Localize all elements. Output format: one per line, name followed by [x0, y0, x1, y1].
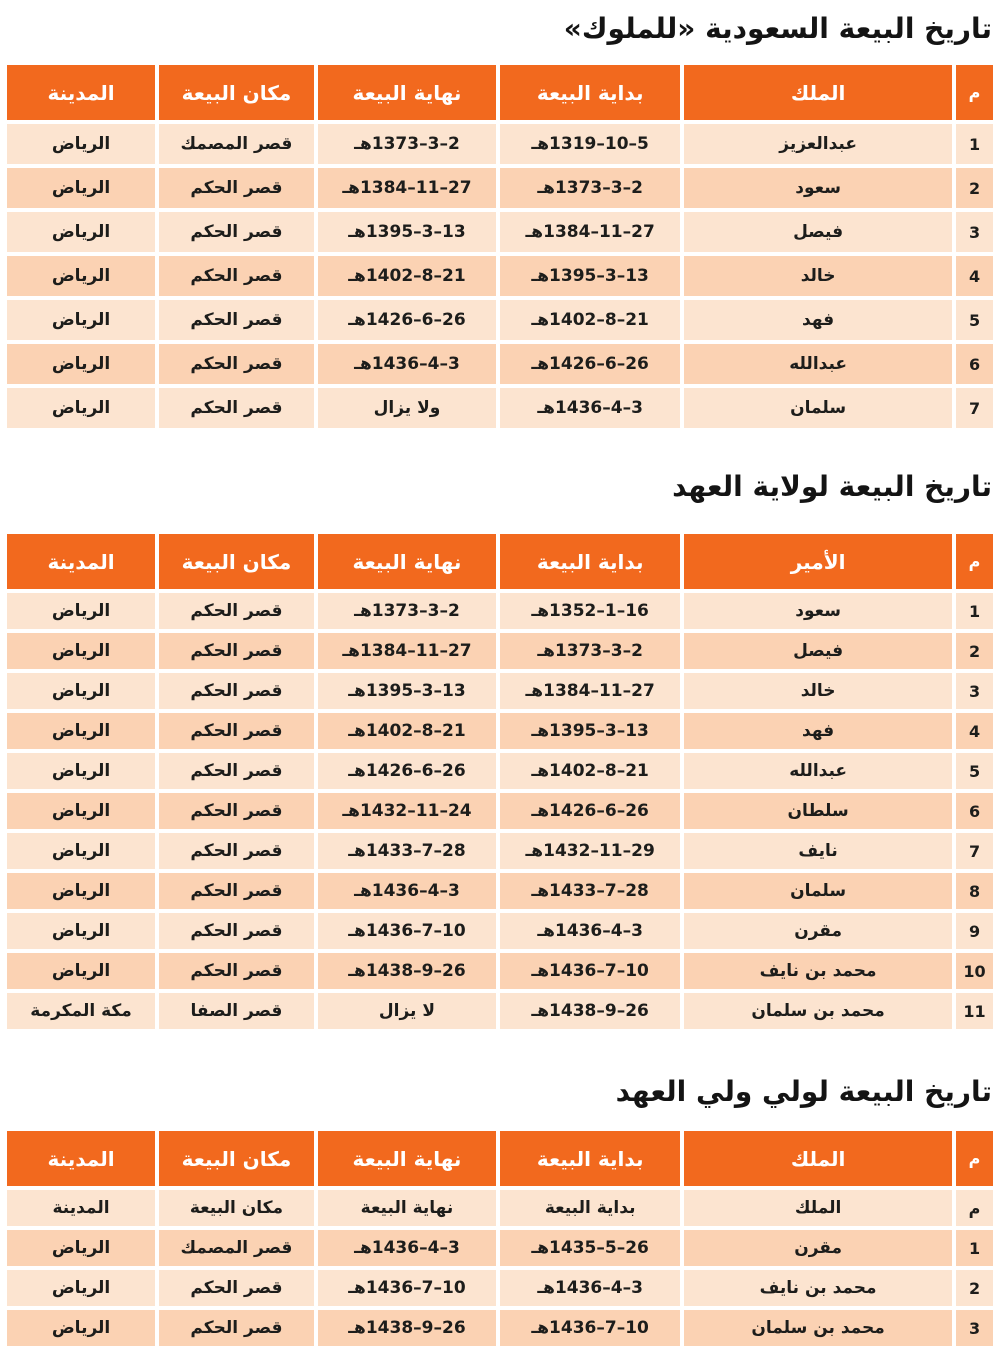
crown-princes-table	[7, 534, 993, 1029]
cell-start-date: 26–6–1426هـ	[500, 344, 680, 384]
cell-city: مكة المكرمة	[7, 993, 155, 1029]
cell-name: عبدالله	[684, 753, 952, 789]
cell-place: قصر الحكم	[159, 388, 314, 428]
column-header-end-date: نهاية البيعة	[318, 1131, 496, 1186]
cell-city: الرياض	[7, 593, 155, 629]
deputy-crown-princes-table-title: تاريخ البيعة لولي ولي العهد	[615, 1075, 992, 1108]
cell-place: قصر الصفا	[159, 993, 314, 1029]
cell-start-date: بداية البيعة	[500, 1190, 680, 1226]
cell-city: المدينة	[7, 1190, 155, 1226]
cell-name: خالد	[684, 673, 952, 709]
cell-start-date: 21–8–1402هـ	[500, 753, 680, 789]
cell-city: الرياض	[7, 256, 155, 296]
cell-place: قصر الحكم	[159, 713, 314, 749]
cell-start-date: 28–7–1433هـ	[500, 873, 680, 909]
cell-city: الرياض	[7, 913, 155, 949]
cell-city: الرياض	[7, 212, 155, 252]
cell-end-date: 13–3–1395هـ	[318, 212, 496, 252]
cell-start-date: 29–11–1432هـ	[500, 833, 680, 869]
column-header-city: المدينة	[7, 1131, 155, 1186]
cell-city: الرياض	[7, 388, 155, 428]
cell-city: الرياض	[7, 344, 155, 384]
cell-name: فهد	[684, 300, 952, 340]
cell-name: عبدالله	[684, 344, 952, 384]
cell-seq: 5	[956, 300, 993, 340]
cell-place: قصر الحكم	[159, 833, 314, 869]
cell-place: قصر الحكم	[159, 300, 314, 340]
cell-name: سلمان	[684, 873, 952, 909]
cell-start-date: 10–7–1436هـ	[500, 1310, 680, 1346]
cell-place: قصر الحكم	[159, 873, 314, 909]
cell-place: قصر الحكم	[159, 593, 314, 629]
column-header-name: الملك	[684, 65, 952, 120]
cell-place: قصر الحكم	[159, 793, 314, 829]
deputy-crown-princes-table	[7, 1131, 993, 1346]
cell-end-date: لا يزال	[318, 993, 496, 1029]
cell-start-date: 27–11–1384هـ	[500, 673, 680, 709]
cell-seq: 3	[956, 1310, 993, 1346]
column-header-end-date: نهاية البيعة	[318, 65, 496, 120]
cell-name: مقرن	[684, 913, 952, 949]
cell-place: قصر الحكم	[159, 753, 314, 789]
cell-end-date: 26–9–1438هـ	[318, 1310, 496, 1346]
cell-start-date: 26–9–1438هـ	[500, 993, 680, 1029]
cell-seq: 11	[956, 993, 993, 1029]
cell-end-date: 3–4–1436هـ	[318, 344, 496, 384]
cell-seq: 2	[956, 633, 993, 669]
cell-place: قصر الحكم	[159, 913, 314, 949]
cell-place: قصر الحكم	[159, 1270, 314, 1306]
cell-place: مكان البيعة	[159, 1190, 314, 1226]
cell-place: قصر المصمك	[159, 1230, 314, 1266]
cell-city: الرياض	[7, 168, 155, 208]
cell-end-date: 26–6–1426هـ	[318, 300, 496, 340]
cell-end-date: 3–4–1436هـ	[318, 1230, 496, 1266]
cell-end-date: ولا يزال	[318, 388, 496, 428]
cell-city: الرياض	[7, 673, 155, 709]
cell-name: سلمان	[684, 388, 952, 428]
cell-end-date: نهاية البيعة	[318, 1190, 496, 1226]
cell-start-date: 3–4–1436هـ	[500, 913, 680, 949]
cell-place: قصر الحكم	[159, 633, 314, 669]
column-header-city: المدينة	[7, 534, 155, 589]
cell-seq: 4	[956, 713, 993, 749]
column-header-start-date: بداية البيعة	[500, 65, 680, 120]
cell-seq: 2	[956, 1270, 993, 1306]
column-header-seq: م	[956, 1131, 993, 1186]
cell-place: قصر الحكم	[159, 953, 314, 989]
cell-city: الرياض	[7, 833, 155, 869]
cell-end-date: 2–3–1373هـ	[318, 124, 496, 164]
cell-city: الرياض	[7, 633, 155, 669]
cell-start-date: 16–1–1352هـ	[500, 593, 680, 629]
cell-start-date: 13–3–1395هـ	[500, 713, 680, 749]
cell-name: مقرن	[684, 1230, 952, 1266]
kings-table-title: تاريخ البيعة السعودية «للملوك»	[563, 12, 992, 45]
cell-seq: 3	[956, 673, 993, 709]
cell-seq: 9	[956, 913, 993, 949]
cell-start-date: 2–3–1373هـ	[500, 633, 680, 669]
cell-end-date: 26–6–1426هـ	[318, 753, 496, 789]
cell-end-date: 13–3–1395هـ	[318, 673, 496, 709]
cell-start-date: 26–5–1435هـ	[500, 1230, 680, 1266]
column-header-end-date: نهاية البيعة	[318, 534, 496, 589]
cell-start-date: 5–10–1319هـ	[500, 124, 680, 164]
cell-name: محمد بن نايف	[684, 953, 952, 989]
cell-name: عبدالعزيز	[684, 124, 952, 164]
cell-end-date: 10–7–1436هـ	[318, 1270, 496, 1306]
cell-start-date: 3–4–1436هـ	[500, 388, 680, 428]
column-header-start-date: بداية البيعة	[500, 534, 680, 589]
cell-seq: 1	[956, 1230, 993, 1266]
column-header-name: الأمير	[684, 534, 952, 589]
cell-end-date: 27–11–1384هـ	[318, 168, 496, 208]
column-header-name: الملك	[684, 1131, 952, 1186]
cell-name: الملك	[684, 1190, 952, 1226]
cell-place: قصر المصمك	[159, 124, 314, 164]
cell-seq: 8	[956, 873, 993, 909]
column-header-seq: م	[956, 534, 993, 589]
cell-city: الرياض	[7, 713, 155, 749]
kings-table	[7, 65, 993, 428]
cell-city: الرياض	[7, 793, 155, 829]
cell-name: سلطان	[684, 793, 952, 829]
cell-end-date: 10–7–1436هـ	[318, 913, 496, 949]
cell-end-date: 21–8–1402هـ	[318, 713, 496, 749]
cell-place: قصر الحكم	[159, 256, 314, 296]
cell-name: محمد بن سلمان	[684, 993, 952, 1029]
cell-name: فهد	[684, 713, 952, 749]
cell-seq: م	[956, 1190, 993, 1226]
cell-seq: 1	[956, 593, 993, 629]
cell-name: خالد	[684, 256, 952, 296]
cell-city: الرياض	[7, 753, 155, 789]
cell-end-date: 27–11–1384هـ	[318, 633, 496, 669]
cell-seq: 10	[956, 953, 993, 989]
cell-end-date: 21–8–1402هـ	[318, 256, 496, 296]
column-header-place: مكان البيعة	[159, 1131, 314, 1186]
cell-seq: 5	[956, 753, 993, 789]
cell-city: الرياض	[7, 300, 155, 340]
cell-start-date: 3–4–1436هـ	[500, 1270, 680, 1306]
column-header-city: المدينة	[7, 65, 155, 120]
cell-start-date: 26–6–1426هـ	[500, 793, 680, 829]
cell-end-date: 3–4–1436هـ	[318, 873, 496, 909]
cell-seq: 1	[956, 124, 993, 164]
column-header-start-date: بداية البيعة	[500, 1131, 680, 1186]
cell-name: نايف	[684, 833, 952, 869]
cell-start-date: 2–3–1373هـ	[500, 168, 680, 208]
cell-place: قصر الحكم	[159, 344, 314, 384]
cell-city: الرياض	[7, 1310, 155, 1346]
cell-end-date: 26–9–1438هـ	[318, 953, 496, 989]
cell-name: محمد بن سلمان	[684, 1310, 952, 1346]
cell-end-date: 24–11–1432هـ	[318, 793, 496, 829]
column-header-place: مكان البيعة	[159, 65, 314, 120]
cell-seq: 7	[956, 388, 993, 428]
column-header-seq: م	[956, 65, 993, 120]
cell-place: قصر الحكم	[159, 673, 314, 709]
cell-place: قصر الحكم	[159, 1310, 314, 1346]
cell-end-date: 2–3–1373هـ	[318, 593, 496, 629]
cell-city: الرياض	[7, 1270, 155, 1306]
cell-seq: 2	[956, 168, 993, 208]
cell-end-date: 28–7–1433هـ	[318, 833, 496, 869]
cell-start-date: 21–8–1402هـ	[500, 300, 680, 340]
column-header-place: مكان البيعة	[159, 534, 314, 589]
cell-city: الرياض	[7, 873, 155, 909]
cell-city: الرياض	[7, 953, 155, 989]
cell-name: سعود	[684, 593, 952, 629]
cell-seq: 4	[956, 256, 993, 296]
cell-city: الرياض	[7, 1230, 155, 1266]
cell-start-date: 27–11–1384هـ	[500, 212, 680, 252]
cell-seq: 3	[956, 212, 993, 252]
cell-place: قصر الحكم	[159, 212, 314, 252]
cell-seq: 7	[956, 833, 993, 869]
cell-seq: 6	[956, 793, 993, 829]
cell-start-date: 10–7–1436هـ	[500, 953, 680, 989]
crown-princes-table-title: تاريخ البيعة لولاية العهد	[672, 470, 992, 503]
cell-seq: 6	[956, 344, 993, 384]
cell-name: فيصل	[684, 212, 952, 252]
cell-start-date: 13–3–1395هـ	[500, 256, 680, 296]
cell-place: قصر الحكم	[159, 168, 314, 208]
cell-name: محمد بن نايف	[684, 1270, 952, 1306]
cell-name: سعود	[684, 168, 952, 208]
cell-city: الرياض	[7, 124, 155, 164]
cell-name: فيصل	[684, 633, 952, 669]
